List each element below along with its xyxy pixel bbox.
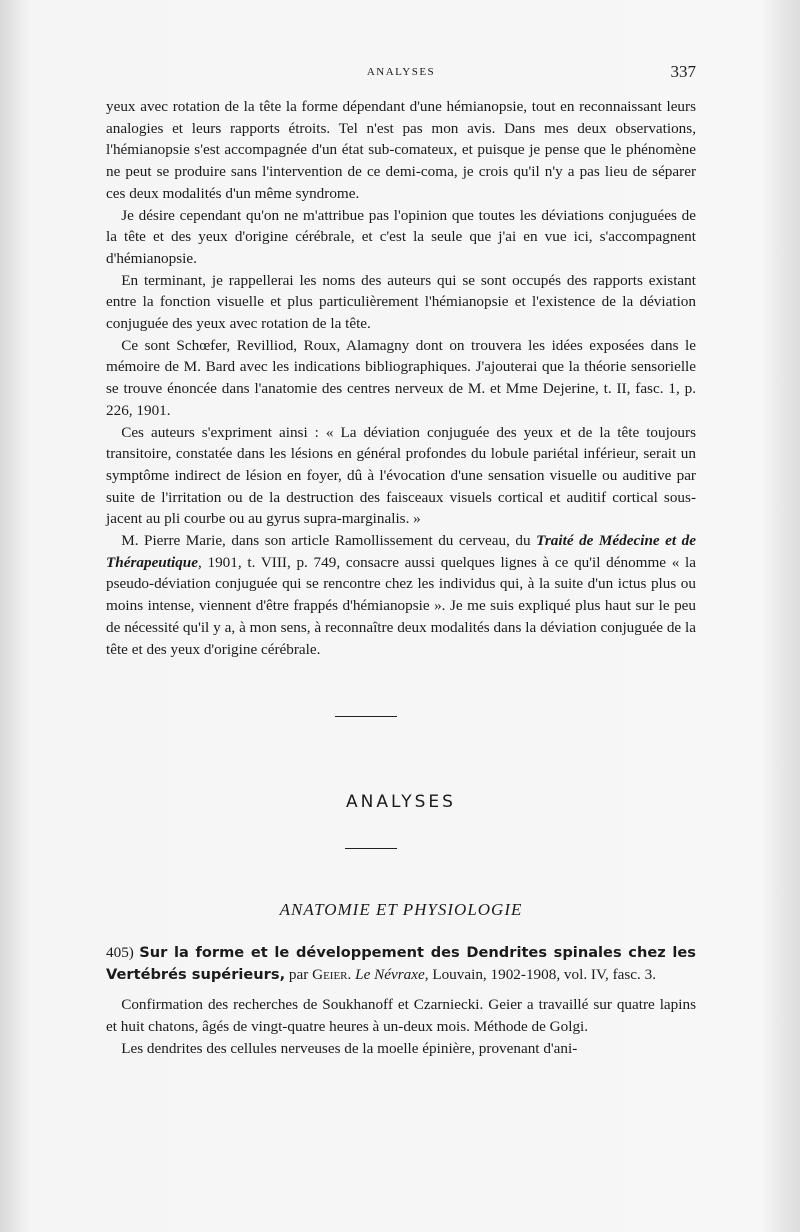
paragraph-marie <box>106 530 696 660</box>
entry-number: 405) <box>106 944 134 961</box>
entry-journal: Le Névraxe <box>355 965 425 983</box>
entry-heading <box>106 942 696 985</box>
text-span: par <box>285 965 313 983</box>
divider-rule <box>345 848 397 849</box>
paragraph: Ces auteurs s'expriment ainsi : « La déviation conjuguée des yeux et de la tête toujours transitoire, constatée dans les lésions en général profondes du lobule pariétal inférieur, serait un symptôme indirect de lésion en foyer, dû à l'évocation d'une sensation visuelle ou auditive par suite de l'irritation ou de la destruction des faisceaux visuels cortical et auditif cortical sous-jacent au pli courbe ou au gyrus supra-marginalis. » <box>106 423 696 528</box>
paragraph: Je désire cependant qu'on ne m'attribue pas l'opinion que toutes les déviations conjuguées de la tête et des yeux d'origine cérébrale, et c'est la seule que j'ai en vue ici, s'accompagnent d'hémianopsie. <box>106 206 696 267</box>
running-head-title: ANALYSES <box>366 66 436 78</box>
paragraph: Les dendrites des cellules nerveuses de la moelle épinière, provenant d'ani- <box>121 1039 578 1057</box>
running-head <box>106 62 696 86</box>
paragraph: Ce sont Schœfer, Revilliod, Roux, Alamagny dont on trouvera les idées exposées dans le mémoire de M. Bard avec les indications bibliographiques. J'ajouterai que la théorie sensorielle se trouve énoncée dans l'anatomie des centres nerveux de M. et Mme Dejerine, t. II, fasc. 1, p. 226, 1901. <box>106 336 696 419</box>
paragraph: Confirmation des recherches de Soukhanoff et Czarniecki. Geier a travaillé sur quatre lapins et huit chatons, âgés de vingt-quatre heures à un-deux mois. Méthode de Golgi. <box>106 996 696 1036</box>
entry-author: Geier <box>312 965 348 983</box>
entry-citation: , Louvain, 1902-1908, vol. IV, fasc. 3. <box>424 965 657 983</box>
page-number: 337 <box>670 62 696 81</box>
text-span: . <box>347 965 356 983</box>
article-body <box>106 96 696 660</box>
book-title: Traité de Médecine et de Thérapeutique <box>106 532 696 571</box>
paragraph: yeux avec rotation de la tête la forme dépendant d'une hémianopsie, tout en reconnaissant leurs analogies et leurs rapports étroits. Tel n'est pas mon avis. Dans mes deux observations, l'hémianopsie s'est accompagnée d'un état sub-comateux, et puisque je pense que le phénomène ne peut se produire sans l'intervention de ce demi-coma, je crois qu'il n'y a pas lieu de séparer ces deux modalités d'un même syndrome. <box>106 98 696 202</box>
text-span: , 1901, t. VIII, p. 749, consacre aussi quelques lignes à ce qu'il dénomme « la pseudo-déviation conjuguée qui se rencontre chez les individus qui, à la suite d'un ictus plus ou moins intense, viennent d'être frappés d'hémianopsie ». Je me suis expliqué plus haut sur le peu de nécessité qu'il y a, à mon sens, à reconnaître deux modalités dans la déviation conjuguée de la tête et des yeux d'origine cérébrale. <box>106 553 696 658</box>
text-span: M. Pierre Marie, dans son article Ramollissement du cerveau, du <box>121 532 537 550</box>
paragraph: En terminant, je rappellerai les noms des auteurs qui se sont occupés des rapports existant entre la fonction visuelle et plus particulièrement l'hémianopsie et l'existence de la déviation conjuguée des yeux avec rotation de la tête. <box>106 271 696 333</box>
section-title: ANALYSES <box>346 792 456 812</box>
subsection-title: ANATOMIE ET PHYSIOLOGIE <box>279 900 523 919</box>
entry-title: Sur la forme et le développement des Dendrites spinales chez les Vertébrés supérieurs, <box>106 944 696 983</box>
divider-rule <box>335 716 397 717</box>
analysis-entry <box>106 942 696 1060</box>
